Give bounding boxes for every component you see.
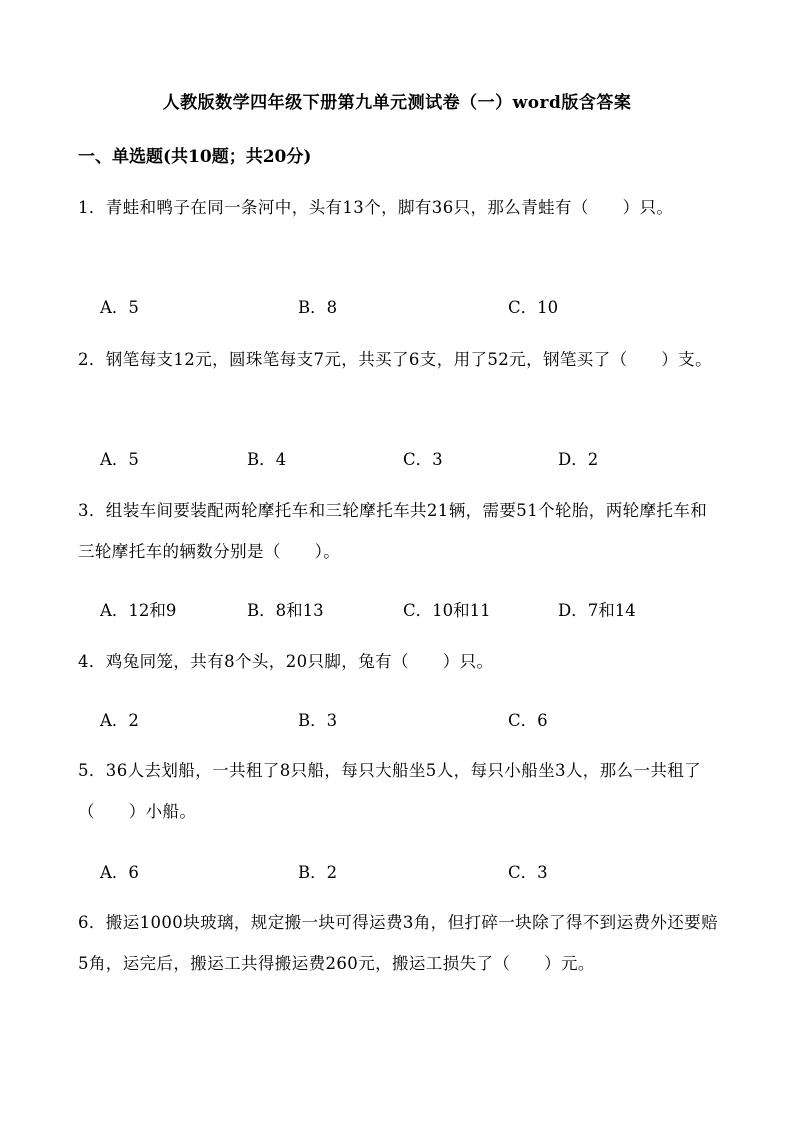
question-3-option-b: B．8和13 — [247, 601, 324, 620]
question-1-option-b: B．8 — [298, 298, 338, 317]
question-5-option-b: B．2 — [298, 863, 338, 882]
question-2-option-a: A．5 — [100, 450, 139, 469]
document-title: 人教版数学四年级下册第九单元测试卷（一）word版含答案 — [162, 93, 632, 113]
question-2: 2．钢笔每支12元，圆珠笔每支7元，共买了6支，用了52元，钢笔买了（ ）支。 — [78, 350, 712, 369]
question-5: 5．36人去划船，一共租了8只船，每只大船坐5人，每只小船坐3人，那么一共租了（ ）小船。 — [78, 761, 702, 821]
question-4-option-b: B．3 — [298, 711, 338, 730]
question-3: 3．组装车间要装配两轮摩托车和三轮摩托车共21辆，需要51个轮胎，两轮摩托车和三轮摩托车的辆数分别是（ ）。 — [78, 501, 708, 561]
question-1-option-a: A．5 — [100, 298, 139, 317]
question-4: 4．鸡兔同笼，共有8个头，20只脚，兔有（ ）只。 — [78, 652, 494, 671]
question-4-option-a: A．2 — [100, 711, 139, 730]
question-2-option-c: C．3 — [403, 450, 443, 469]
question-4-option-c: C．6 — [508, 711, 548, 730]
question-3-option-a: A．12和9 — [100, 601, 177, 620]
question-1-option-c: C．10 — [508, 298, 559, 317]
question-3-option-d: D．7和14 — [558, 601, 636, 620]
question-2-option-b: B．4 — [247, 450, 287, 469]
question-2-option-d: D．2 — [558, 450, 599, 469]
section-heading: 一、单选题(共10题；共20分) — [78, 147, 312, 167]
question-6: 6．搬运1000块玻璃，规定搬一块可得运费3角，但打碎一块除了得不到运费外还要赔5角，运完后，搬运工共得搬运费260元，搬运工损失了（ ）元。 — [78, 913, 718, 973]
question-1: 1．青蛙和鸭子在同一条河中，头有13个，脚有36只，那么青蛙有（ ）只。 — [78, 198, 674, 217]
question-5-option-a: A．6 — [100, 863, 139, 882]
question-3-option-c: C．10和11 — [403, 601, 491, 620]
question-5-option-c: C．3 — [508, 863, 548, 882]
